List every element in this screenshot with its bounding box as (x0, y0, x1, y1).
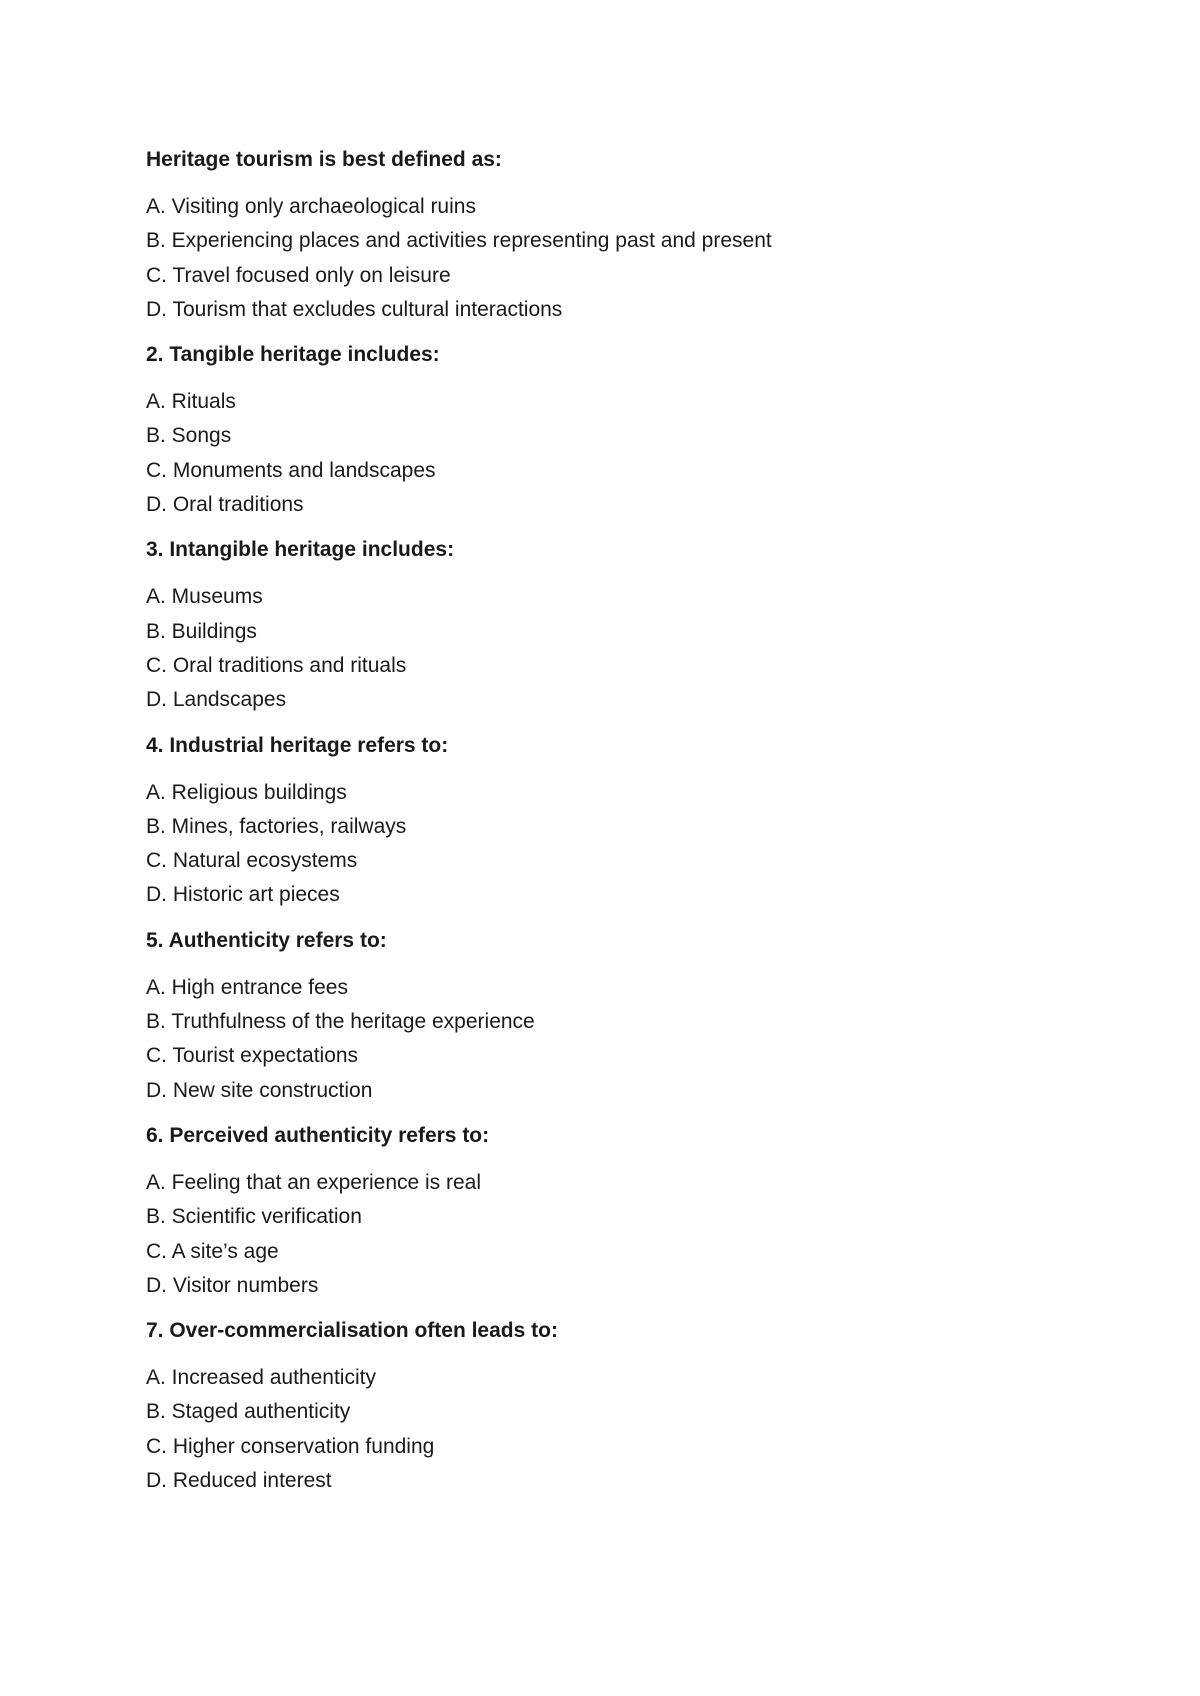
answer-option: B. Scientific verification (146, 1205, 362, 1229)
answer-option: C. Travel focused only on leisure (146, 263, 451, 287)
question-block (146, 1317, 1106, 1498)
question-block (146, 146, 1106, 327)
answer-option: A. Museums (146, 585, 263, 609)
question-text: 4. Industrial heritage refers to: (146, 733, 449, 757)
answer-option: D. Landscapes (146, 688, 287, 712)
answer-option: C. Tourist expectations (146, 1044, 359, 1068)
quiz-content (146, 146, 1106, 1512)
answer-option: D. Historic art pieces (146, 883, 340, 907)
answer-option: B. Experiencing places and activities representing past and present (146, 229, 772, 253)
answer-option: A. Increased authenticity (146, 1366, 376, 1390)
question-block (146, 927, 1106, 1108)
answer-option: D. New site construction (146, 1078, 373, 1102)
answer-option: A. Rituals (146, 390, 236, 414)
answer-option: B. Songs (146, 424, 232, 448)
answer-option: B. Staged authenticity (146, 1400, 351, 1424)
question-text: Heritage tourism is best defined as: (146, 148, 502, 171)
answer-option: C. Natural ecosystems (146, 849, 358, 873)
answer-option: D. Visitor numbers (146, 1273, 319, 1297)
question-block (146, 341, 1106, 522)
answer-option: C. Higher conservation funding (146, 1434, 435, 1458)
answer-option: C. Oral traditions and rituals (146, 653, 407, 677)
answer-option: B. Buildings (146, 619, 257, 643)
answer-option: A. Visiting only archaeological ruins (146, 195, 476, 218)
question-text: 3. Intangible heritage includes: (146, 538, 455, 562)
answer-option: D. Tourism that excludes cultural interactions (146, 297, 563, 321)
answer-option: C. Monuments and landscapes (146, 458, 436, 482)
answer-option: D. Oral traditions (146, 493, 304, 517)
question-block (146, 536, 1106, 717)
question-block (146, 1122, 1106, 1303)
question-block (146, 732, 1106, 913)
answer-option: B. Mines, factories, railways (146, 814, 407, 838)
question-text: 6. Perceived authenticity refers to: (146, 1123, 490, 1147)
answer-option: A. High entrance fees (146, 975, 348, 999)
answer-option: A. Feeling that an experience is real (146, 1170, 482, 1194)
answer-option: B. Truthfulness of the heritage experience (146, 1010, 535, 1034)
question-text: 7. Over-commercialisation often leads to: (146, 1319, 558, 1343)
question-text: 2. Tangible heritage includes: (146, 343, 440, 367)
answer-option: C. A site’s age (146, 1239, 279, 1263)
answer-option: D. Reduced interest (146, 1469, 332, 1493)
answer-option: A. Religious buildings (146, 780, 347, 804)
question-text: 5. Authenticity refers to: (146, 928, 387, 952)
